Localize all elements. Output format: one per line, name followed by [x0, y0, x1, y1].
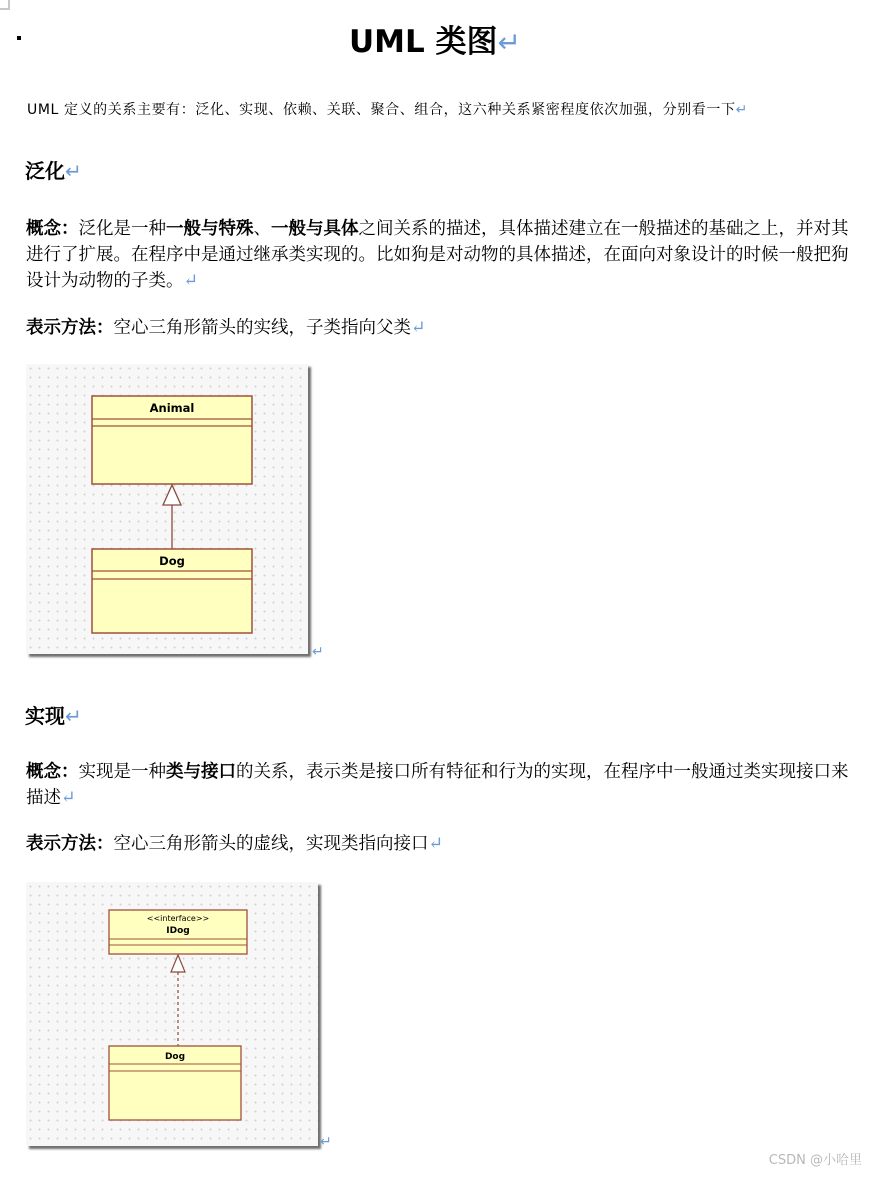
return-mark-icon: ↵: [411, 318, 426, 338]
return-mark-icon: ↵: [312, 644, 324, 660]
return-mark-icon: ↵: [428, 834, 444, 854]
corner-mark: [0, 0, 10, 10]
intro-paragraph: UML 定义的关系主要有：泛化、实现、依赖、关联、聚合、组合，这六种关系紧密程度依次加强，分别看一下↵: [27, 102, 748, 118]
concept-label: 概念：: [26, 219, 79, 239]
method-label: 表示方法：: [26, 834, 114, 854]
section-heading-generalization: 泛化↵: [25, 159, 82, 183]
realization-diagram: [26, 882, 318, 1146]
section-heading-realization: 实现↵: [25, 704, 82, 728]
class-box-dog: [92, 549, 252, 633]
generalization-concept: 概念：泛化是一种一般与特殊、一般与具体之间关系的描述，具体描述建立在一般描述的基础之上，并对其进行了扩展。在程序中是通过继承类实现的。比如狗是对动物的具体描述，在面向对象设计的时候一般把狗设计为动物的子类。↵: [26, 219, 849, 291]
page-title: UML 类图↵: [348, 24, 522, 60]
return-mark-icon: ↵: [183, 271, 199, 291]
watermark: CSDN @小哈里: [768, 1153, 862, 1168]
class-name-dog: Dog: [164, 1052, 186, 1062]
generalization-diagram: [26, 364, 308, 654]
class-name-dog: Dog: [159, 554, 185, 568]
return-mark-icon: ↵: [497, 26, 522, 59]
interface-box-idog: [109, 910, 247, 954]
realization-method: 表示方法：空心三角形箭头的虚线，实现类指向接口↵: [26, 834, 444, 854]
interface-stereotype: <<interface>>: [146, 914, 210, 923]
return-mark-icon: ↵: [320, 1134, 332, 1150]
return-mark-icon: ↵: [65, 159, 82, 183]
return-mark-icon: ↵: [61, 788, 76, 808]
interface-name-idog: IDog: [166, 926, 190, 936]
generalization-arrow: [163, 485, 181, 549]
generalization-method: 表示方法：空心三角形箭头的实线，子类指向父类↵: [26, 318, 426, 338]
return-mark-icon: ↵: [735, 102, 748, 118]
realization-arrow: [171, 955, 185, 1046]
realization-concept: 概念：实现是一种类与接口的关系，表示类是接口所有特征和行为的实现，在程序中一般通过类实现接口来描述↵: [26, 762, 849, 808]
class-box-animal: [92, 396, 252, 484]
class-name-animal: Animal: [149, 401, 195, 415]
class-box-dog: [109, 1046, 241, 1120]
concept-label: 概念：: [26, 762, 79, 782]
method-label: 表示方法：: [26, 318, 114, 338]
return-mark-icon: ↵: [65, 704, 82, 728]
